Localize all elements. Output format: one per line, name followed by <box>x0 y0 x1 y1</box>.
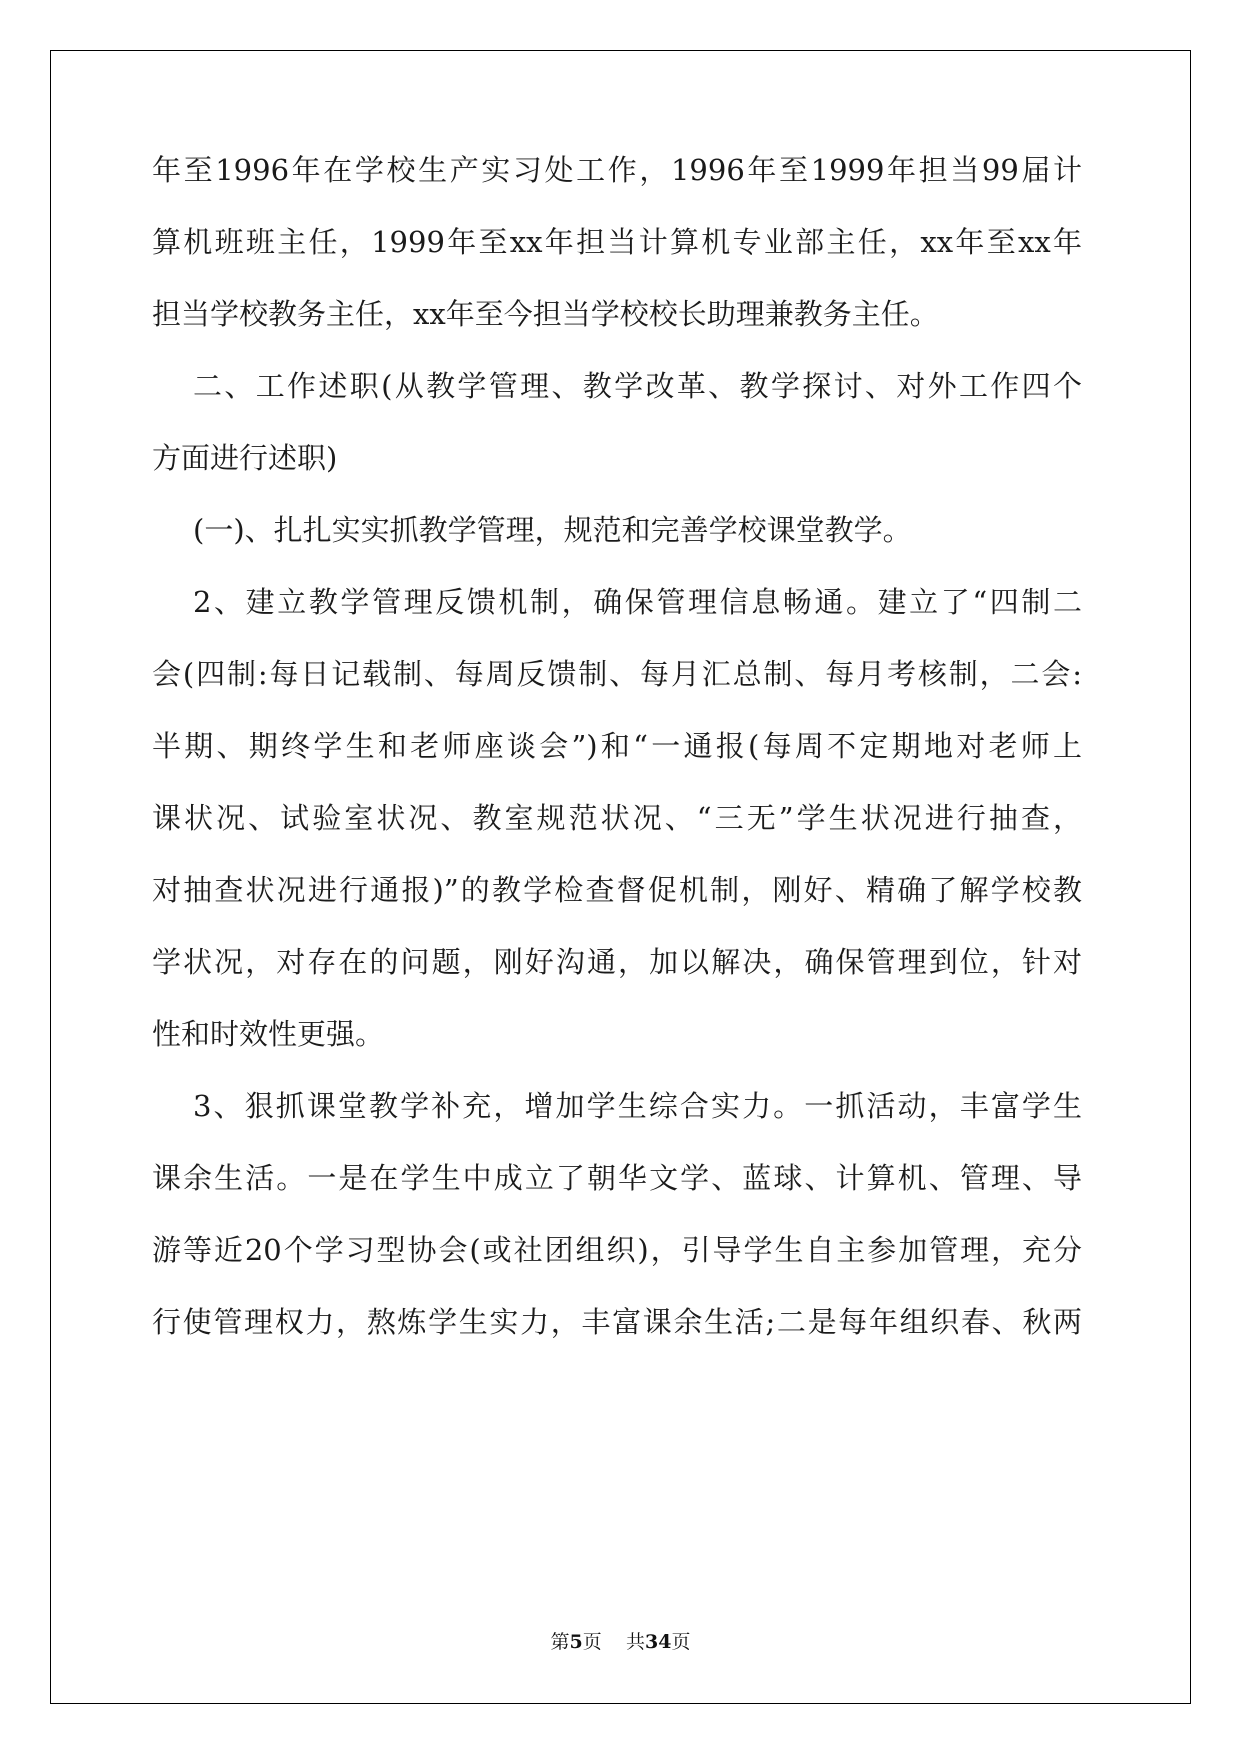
total-pages: 34 <box>644 1631 672 1653</box>
page-suffix: 页 <box>582 1631 602 1653</box>
text-line: 学状况，对存在的问题，刚好沟通，加以解决，确保管理到位，针对 <box>152 945 1082 979</box>
text-line: 2、建立教学管理反馈机制，确保管理信息畅通。建立了“四制二 <box>193 585 1082 619</box>
text-line: 会(四制:每日记载制、每周反馈制、每月汇总制、每月考核制，二会: <box>152 657 1082 691</box>
text-line: 对抽查状况进行通报)”的教学检查督促机制，刚好、精确了解学校教 <box>152 873 1082 907</box>
text-line: 性和时效性更强。 <box>152 1017 385 1051</box>
text-line: 年至1996年在学校生产实习处工作，1996年至1999年担当99届计 <box>152 153 1082 187</box>
page-number: 5 <box>569 1631 583 1653</box>
text-line: 3、狠抓课堂教学补充，增加学生综合实力。一抓活动，丰富学生 <box>193 1089 1082 1123</box>
text-line: 担当学校教务主任，xx年至今担当学校校长助理兼教务主任。 <box>152 297 939 331</box>
text-line: 课余生活。一是在学生中成立了朝华文学、蓝球、计算机、管理、导 <box>152 1161 1082 1195</box>
subsection-heading: (一)、扎扎实实抓教学管理，规范和完善学校课堂教学。 <box>193 513 912 547</box>
page-prefix: 第 <box>550 1631 570 1653</box>
text-line: 方面进行述职) <box>152 441 338 475</box>
text-line: 半期、期终学生和老师座谈会”)和“一通报(每周不定期地对老师上 <box>152 729 1082 763</box>
section-heading: 二、工作述职(从教学管理、教学改革、教学探讨、对外工作四个 <box>193 369 1082 403</box>
text-line: 行使管理权力，熬炼学生实力，丰富课余生活;二是每年组织春、秋两 <box>152 1305 1082 1339</box>
text-line: 课状况、试验室状况、教室规范状况、“三无”学生状况进行抽查， <box>152 801 1082 835</box>
page-footer <box>0 1627 1241 1654</box>
text-line: 算机班班主任，1999年至xx年担当计算机专业部主任，xx年至xx年 <box>152 225 1082 259</box>
total-suffix: 页 <box>671 1631 691 1653</box>
total-prefix: 共 <box>625 1631 645 1653</box>
text-line: 游等近20个学习型协会(或社团组织)，引导学生自主参加管理，充分 <box>152 1233 1082 1267</box>
